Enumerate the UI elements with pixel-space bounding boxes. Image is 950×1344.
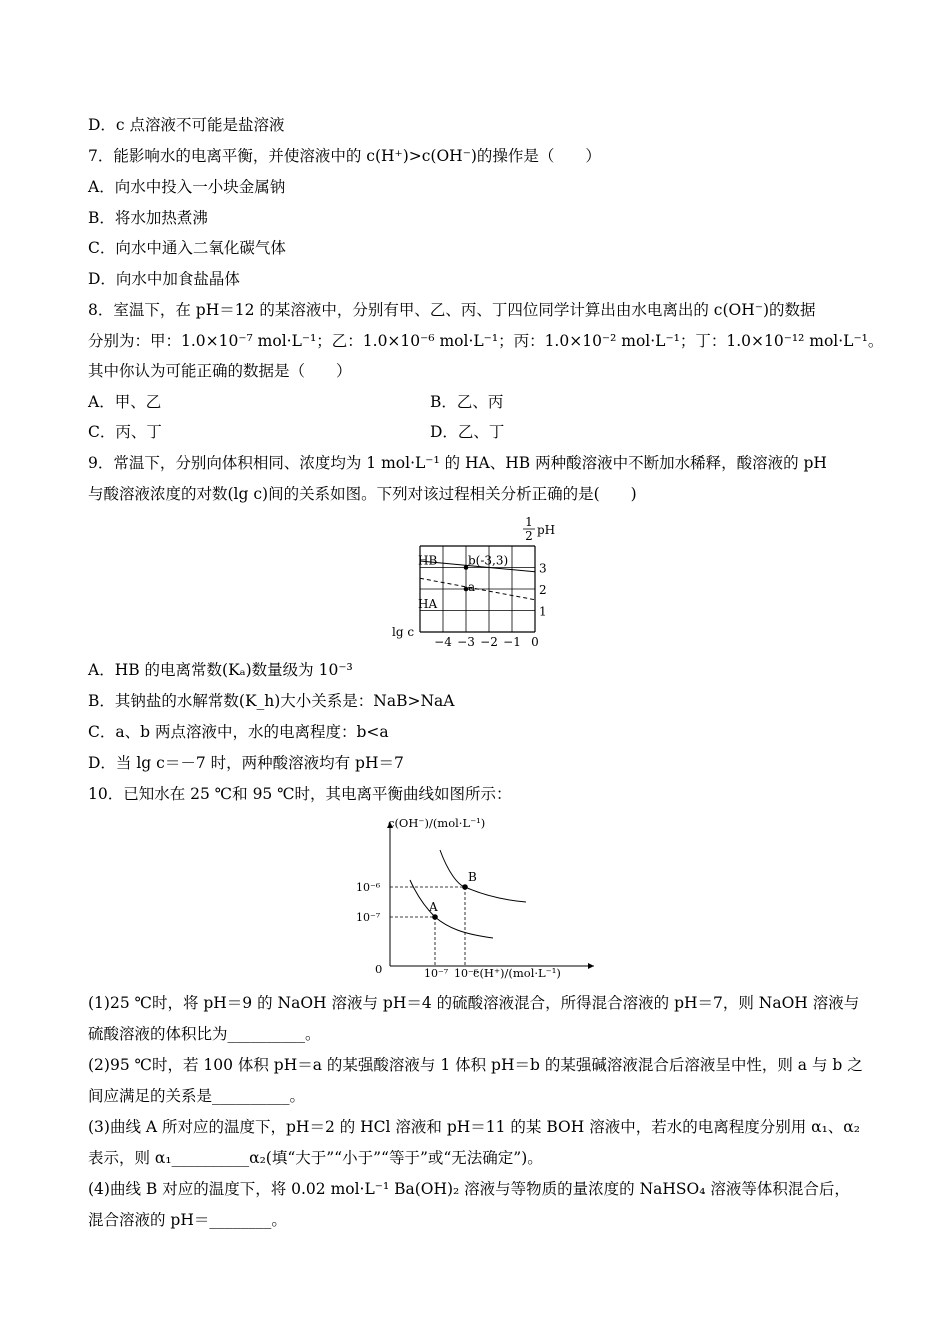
option-q8a: A．甲、乙 [88,393,162,411]
ylabel-half-num: 1 [525,515,533,529]
point-a [432,914,438,920]
text-line-q7b: B．将水加热煮沸 [88,209,208,227]
option-q8d: D．乙、丁 [430,423,505,441]
text-line-q8l3: 其中你认为可能正确的数据是（ ） [88,362,352,380]
curve-a [410,880,493,938]
text-line-q9a: A．HB 的电离常数(Kₐ)数量级为 10⁻³ [88,661,353,679]
text-line-q10p2l2: 间应满足的关系是__________。 [88,1087,306,1105]
text-line-q10p4l1: (4)曲线 B 对应的温度下，将 0.02 mol·L⁻¹ Ba(OH)₂ 溶液与等物质的量浓度的 NaHSO₄ 溶液等体积混合后， [88,1180,850,1198]
text-line-q10p4l2: 混合溶液的 pH＝________。 [88,1211,287,1229]
text-line-q10p1l2: 硫酸溶液的体积比为__________。 [88,1025,321,1043]
x-axis-label: lg c [392,625,415,639]
series-label-ha: HA [418,596,438,611]
x-tick-label: −3 [457,635,475,649]
text-line-q9l1: 9．常温下，分别向体积相同、浓度均为 1 mol·L⁻¹ 的 HA、HB 两种酸溶液中不断加水稀释，酸溶液的 pH [88,454,827,472]
water-ionization-chart [348,810,608,985]
point-label-b: b(-3,3) [468,553,509,568]
x-tick-label: −1 [503,635,521,649]
text-line-q9c: C．a、b 两点溶液中，水的电离程度：b<a [88,723,389,741]
y-tick-label: 3 [539,561,547,576]
ha-hb-chart [380,508,580,653]
text-line-q9d: D．当 lg c＝－7 时，两种酸溶液均有 pH＝7 [88,754,404,772]
text-line-q10: 10．已知水在 25 ℃和 95 ℃时，其电离平衡曲线如图所示： [88,785,512,803]
y-tick-label: 2 [539,583,547,597]
x-tick-label: 0 [531,635,539,649]
option-q8b: B．乙、丙 [430,393,504,411]
y-axis-label: c(OH⁻)/(mol·L⁻¹) [388,816,486,830]
text-line-q7a: A．向水中投入一小块金属钠 [88,178,286,196]
point-b-label: B [468,870,477,884]
text-line-q6d: D．c 点溶液不可能是盐溶液 [88,116,285,134]
series-label-hb: HB [418,553,438,568]
ylabel-half-den: 2 [525,529,533,543]
option-q8c: C．丙、丁 [88,423,162,441]
text-line-q7d: D．向水中加食盐晶体 [88,270,240,288]
x-tick-label: −2 [480,635,498,649]
text-line-q7: 7．能影响水的电离平衡，并使溶液中的 c(H⁺)>c(OH⁻)的操作是（ ） [88,147,601,165]
ylabel-ph: pH [537,523,556,537]
point-label-a: a [468,580,476,594]
origin-label: 0 [375,962,383,976]
point-b [462,884,468,890]
x-axis-label: c(H⁺)/(mol·L⁻¹) [473,966,561,980]
text-line-q8l1: 8．室温下，在 pH＝12 的某溶液中，分别有甲、乙、丙、丁四位同学计算出由水电离出的 c(OH⁻)的数据 [88,301,816,319]
point-a-label: A [429,900,438,914]
text-line-q10p3l1: (3)曲线 A 所对应的温度下，pH＝2 的 HCl 溶液和 pH＝11 的某 BOH 溶液中，若水的电离程度分别用 α₁、α₂ [88,1118,860,1136]
text-line-q8l2: 分别为：甲：1.0×10⁻⁷ mol·L⁻¹；乙：1.0×10⁻⁶ mol·L⁻¹；丙：1.0×10⁻² mol·L⁻¹；丁：1.0×10⁻¹² mol·L⁻¹。 [88,332,884,350]
text-line-q9l2: 与酸溶液浓度的对数(lg c)间的关系如图。下列对该过程相关分析正确的是( ) [88,485,637,503]
y-tick-label: 10⁻⁶ [356,881,381,894]
y-tick-label: 1 [539,604,547,619]
x-tick-label: 10⁻⁶ [454,967,479,980]
x-tick-label: −4 [434,635,452,649]
text-line-q10p3l2: 表示，则 α₁__________α₂(填“大于”“小于”“等于”或“无法确定”)。 [88,1149,543,1167]
curve-b [440,850,526,902]
text-line-q10p1l1: (1)25 ℃时，将 pH＝9 的 NaOH 溶液与 pH＝4 的硫酸溶液混合，所得混合溶液的 pH＝7，则 NaOH 溶液与 [88,994,860,1012]
y-tick-label: 10⁻⁷ [356,911,381,924]
x-tick-label: 10⁻⁷ [424,967,449,980]
text-line-q7c: C．向水中通入二氧化碳气体 [88,239,286,257]
text-line-q9b: B．其钠盐的水解常数(K_h)大小关系是：NaB>NaA [88,692,455,710]
text-line-q10p2l1: (2)95 ℃时，若 100 体积 pH＝a 的某强酸溶液与 1 体积 pH＝b 的某强碱溶液混合后溶液呈中性，则 a 与 b 之 [88,1056,863,1074]
